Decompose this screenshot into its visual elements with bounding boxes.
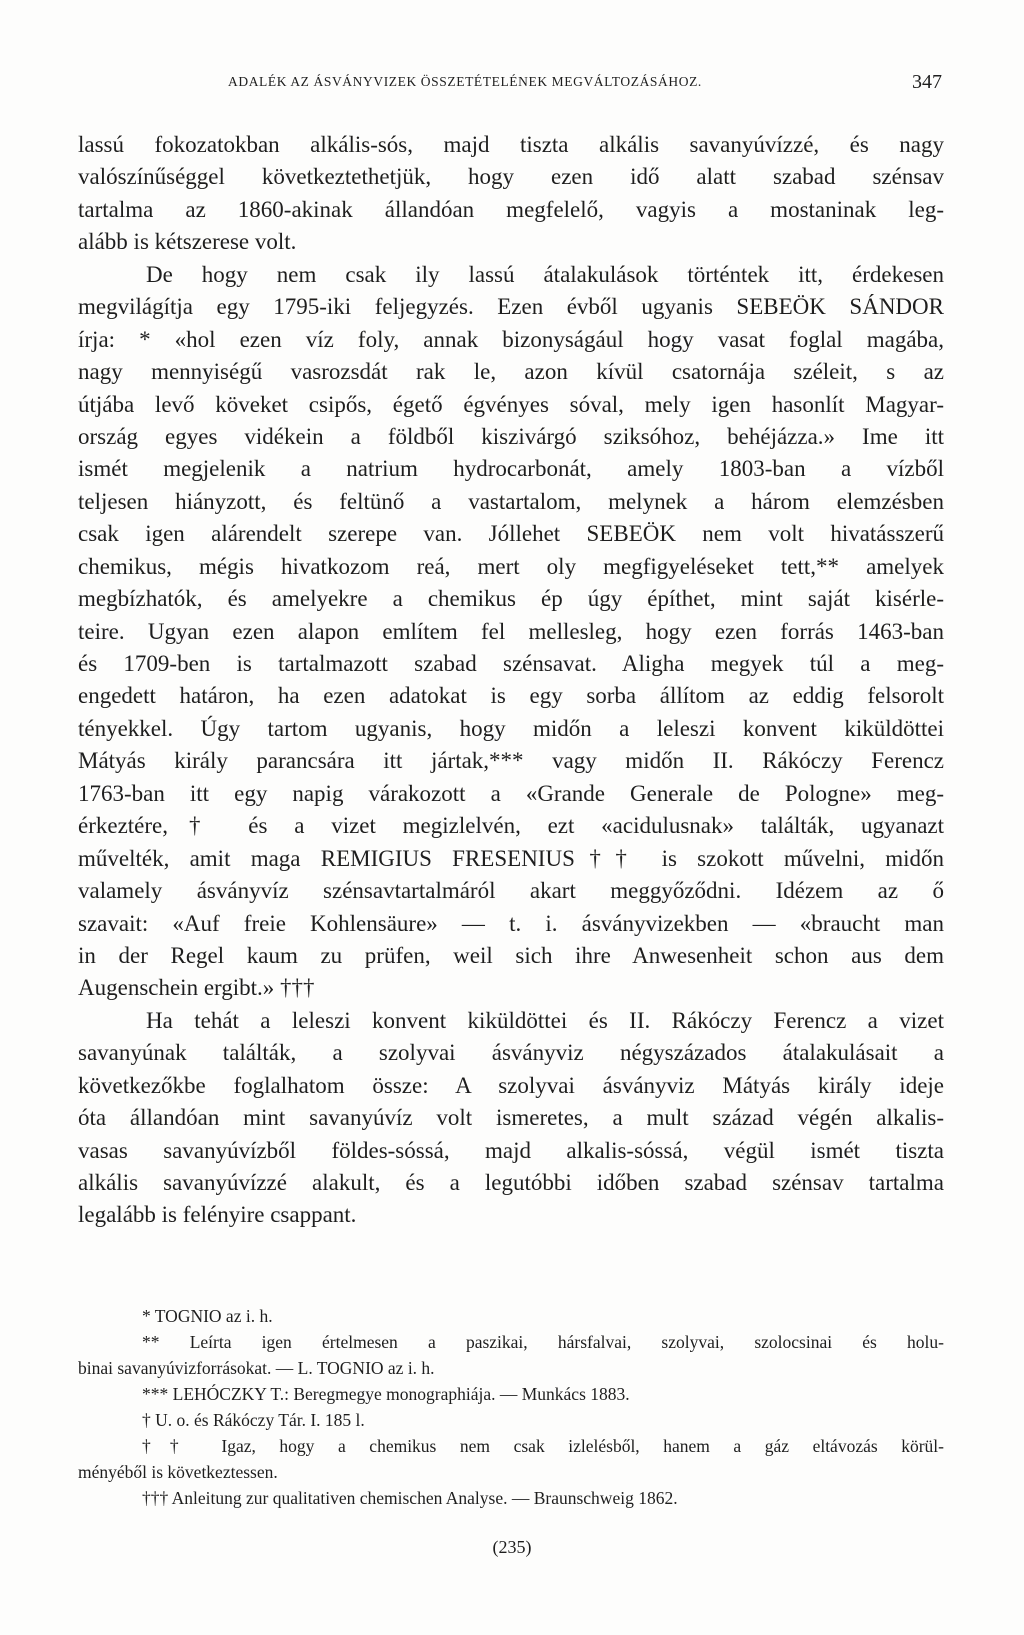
text-line: De hogy nem csak ily lassú átalakulások történtek itt, érdekesen — [146, 261, 944, 287]
text-line: in der Regel kaum zu prüfen, weil sich ihre Anwesenheit schon aus dem — [78, 942, 944, 968]
footnotes — [78, 1303, 944, 1511]
text-line: Ha tehát a leleszi konvent kiküldöttei és II. Rákóczy Ferencz a vizet — [146, 1007, 944, 1033]
running-title: ADALÉK AZ ÁSVÁNYVIZEK ÖSSZETÉTELÉNEK MEGVÁLTOZÁSÁHOZ. — [228, 74, 702, 89]
footnote-line: ** Leírta igen értelmesen a paszikai, hársfalvai, szolyvai, szolocsinai és holu- — [142, 1332, 944, 1352]
text-line: tényekkel. Úgy tartom ugyanis, hogy midőn a leleszi konvent kiküldöttei — [78, 715, 944, 741]
text-line: legalább is felényire csappant. — [78, 1202, 357, 1228]
text-line: következőkbe foglalhatom össze: A szolyvai ásványviz Mátyás király ideje — [78, 1072, 944, 1098]
text-line: engedett határon, ha ezen adatokat is egy sorba állítom az eddig felsorolt — [78, 683, 944, 709]
text-line: és 1709-ben is tartalmazott szabad szénsavat. Aligha megyek túl a meg- — [78, 651, 944, 676]
footnote-line: ményéből is következtessen. — [78, 1462, 278, 1482]
text-line: Augenschein ergibt.» ††† — [78, 975, 315, 1001]
text-line: teljesen hiányzott, és feltünő a vastartalom, melynek a három elemzésben — [78, 488, 944, 514]
footnote-line: ††† Anleitung zur qualitativen chemischen Analyse. — Braunschweig 1862. — [142, 1488, 678, 1508]
text-line: megvilágítja egy 1795-iki feljegyzés. Ezen évből ugyanis SEBEÖK SÁNDOR — [78, 294, 944, 320]
text-line: ismét megjelenik a natrium hydrocarbonát, amely 1803-ban a vízből — [78, 456, 944, 482]
text-line: nagy mennyiségű vasrozsdát rak le, azon kívül csatornája széleit, s az — [78, 359, 944, 385]
text-line: alkális savanyúvízzé alakult, és a legutóbbi időben szabad szénsav tartalma — [78, 1170, 944, 1195]
text-line: szavait: «Auf freie Kohlensäure» — t. i. ásványvizekben — «braucht man — [78, 910, 944, 936]
text-line: alább is kétszerese volt. — [78, 229, 297, 255]
text-line: Mátyás király parancsára itt jártak,*** vagy midőn II. Rákóczy Ferencz — [78, 748, 944, 774]
body-text — [78, 129, 944, 1232]
text-line: valamely ásványvíz szénsavtartalmáról akart meggyőződni. Idézem az ő — [78, 878, 944, 904]
text-line: írja: * «hol ezen víz foly, annak bizonyságául hogy vasat foglal magába, — [78, 326, 944, 352]
sheet-number: (235) — [492, 1537, 532, 1557]
footnote-line: * TOGNIO az i. h. — [142, 1306, 273, 1326]
footnote-line: † U. o. és Rákóczy Tár. I. 185 l. — [142, 1410, 365, 1430]
page-number: 347 — [912, 71, 942, 93]
footnote-line: *** LEHÓCZKY T.: Beregmegye monographiája. — Munkács 1883. — [142, 1384, 630, 1404]
text-line: csak igen alárendelt szerepe van. Jóllehet SEBEÖK nem volt hivatásszerű — [78, 521, 944, 547]
text-line: 1763-ban itt egy napig várakozott a «Grande Generale de Pologne» meg- — [78, 780, 944, 806]
text-line: óta állandóan mint savanyúvíz volt ismeretes, a mult század végén alkalis- — [78, 1105, 944, 1131]
text-line: savanyúnak találták, a szolyvai ásványviz négyszázados átalakulásait a — [78, 1040, 944, 1066]
text-line: chemikus, mégis hivatkozom reá, mert oly megfigyeléseket tett,** amelyek — [78, 553, 944, 579]
text-line: valószínűséggel következtethetjük, hogy ezen idő alatt szabad szénsav — [78, 164, 944, 190]
text-line: tartalma az 1860-akinak állandóan megfelelő, vagyis a mostaninak leg- — [78, 196, 944, 222]
text-line: érkeztére,† és a vizet megizlelvén, ezt «acidulusnak» találták, ugyanazt — [78, 813, 944, 839]
text-line: vasas savanyúvízből földes-sóssá, majd alkalis-sóssá, végül ismét tiszta — [78, 1137, 944, 1163]
text-line: ország egyes vidékein a földből kiszivárgó sziksóhoz, behéjázza.» Ime itt — [78, 423, 944, 449]
text-line: útjába levő köveket csipős, égető égvényes sóval, mely igen hasonlít Magyar- — [78, 391, 944, 417]
text-line: teire. Ugyan ezen alapon említem fel mellesleg, hogy ezen forrás 1463-ban — [78, 618, 944, 644]
footnote-line: †† Igaz, hogy a chemikus nem csak izlelésből, hanem a gáz eltávozás körül- — [142, 1436, 944, 1456]
text-line: lassú fokozatokban alkális-sós, majd tiszta alkális savanyúvízzé, és nagy — [78, 132, 944, 157]
text-line: megbízhatók, és amelyekre a chemikus ép úgy építhet, mint saját kisérle- — [78, 586, 944, 612]
text-line: művelték, amit maga REMIGIUS FRESENIUS†† is szokott művelni, midőn — [78, 845, 944, 871]
footnote-line: binai savanyúvizforrásokat. — L. TOGNIO az i. h. — [78, 1358, 435, 1378]
running-head — [78, 71, 942, 98]
